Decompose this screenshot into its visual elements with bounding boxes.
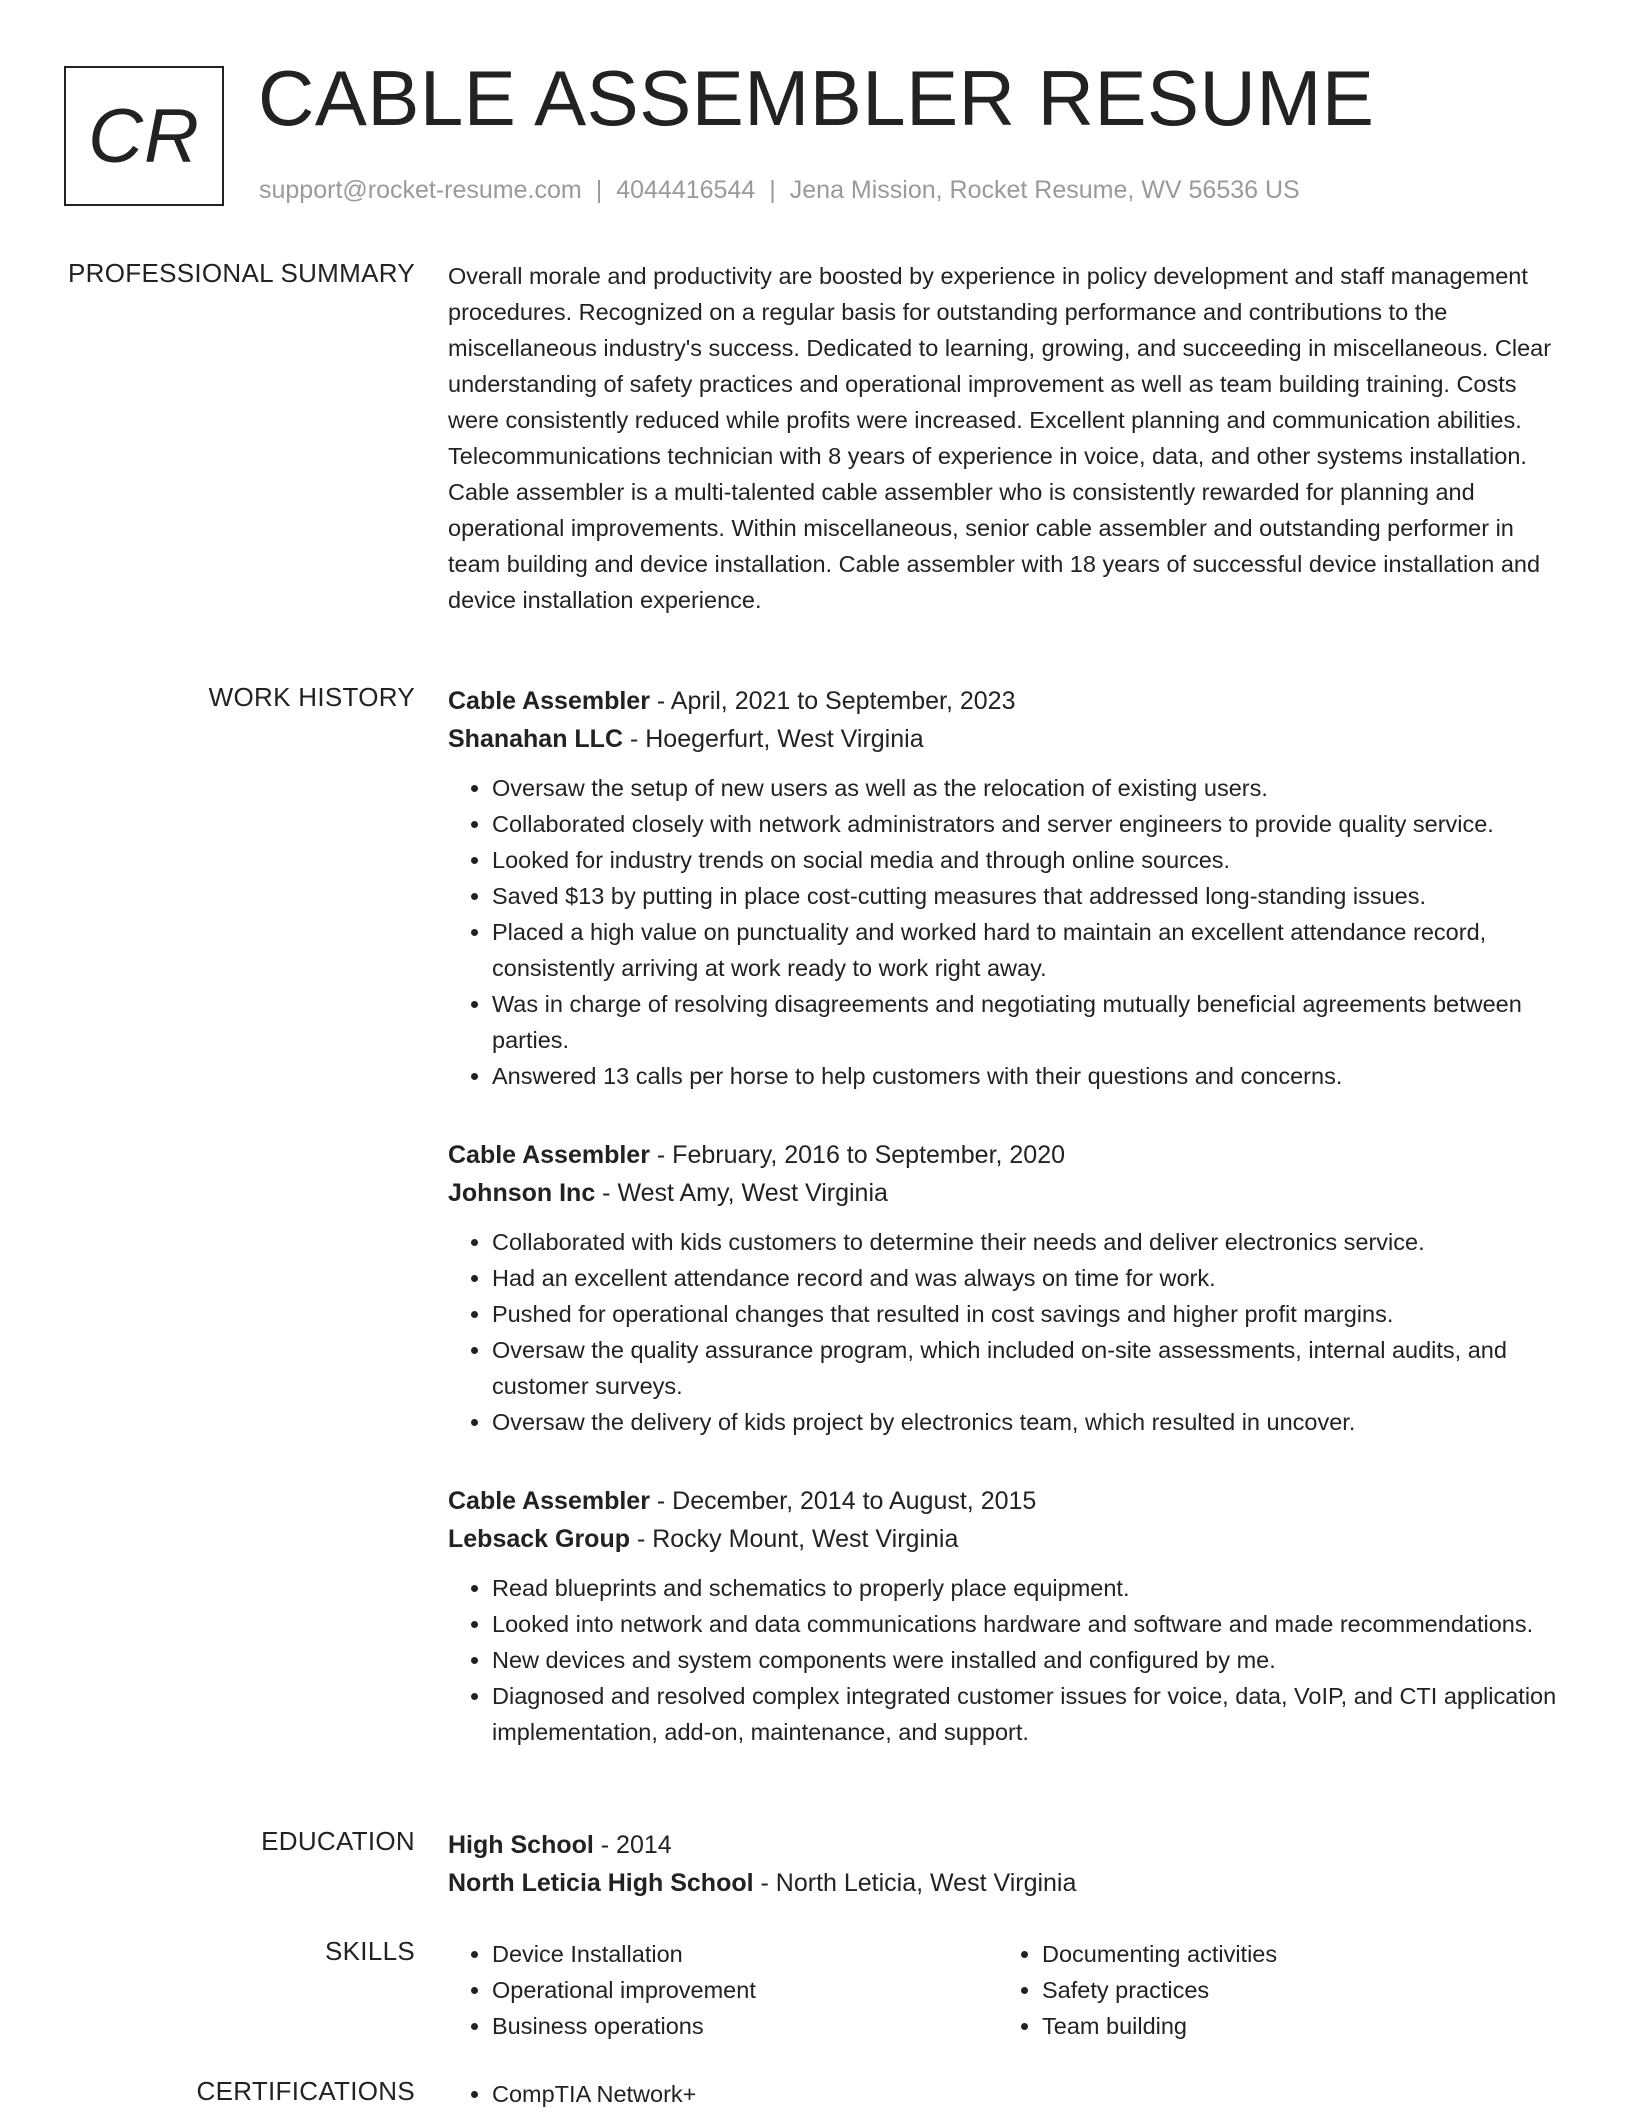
- resume-title: CABLE ASSEMBLER RESUME: [258, 54, 1375, 142]
- job-title-line: [448, 682, 1568, 720]
- skill-item: • Team building: [1042, 2008, 1548, 2044]
- job-entry: [448, 1482, 1568, 1750]
- contact-phone: 4044416544: [616, 176, 756, 204]
- summary-text: Overall morale and productivity are boosted by experience in policy development and staff management procedures. Recognized on a regular basis for outstanding performance and contributions to the miscellaneous industry's success. Dedicated to learning, growing, and succeeding in miscellaneous. Clear understanding of safety practices and operational improvement as well as team building training. Costs were consistently reduced while profits were increased. Excellent planning and communication abilities. Telecommunications technician with 8 years of experience in voice, data, and other systems installation. Cable assembler is a multi-talented cable assembler who is consistently rewarded for planning and operational improvements. Within miscellaneous, senior cable assembler and outstanding performer in team building and device installation. Cable assembler with 18 years of successful device installation and device installation experience.: [448, 263, 1552, 613]
- job-bullet: • Oversaw the quality assurance program, which included on-site assessments, internal audits, and customer surveys.: [492, 1332, 1568, 1404]
- job-bullets: [448, 1224, 1568, 1440]
- job-location: - Hoegerfurt, West Virginia: [623, 725, 924, 753]
- job-role: Cable Assembler: [448, 1487, 650, 1515]
- job-bullet: • Oversaw the setup of new users as well as the relocation of existing users.: [492, 770, 1568, 806]
- job-location: - West Amy, West Virginia: [595, 1179, 888, 1207]
- monogram-initials: CR: [88, 93, 200, 179]
- job-bullet: • Saved $13 by putting in place cost-cutting measures that addressed long-standing issues.: [492, 878, 1568, 914]
- job-bullet: • Oversaw the delivery of kids project by electronics team, which resulted in uncover.: [492, 1404, 1568, 1440]
- skill-item: • Operational improvement: [492, 1972, 998, 2008]
- section-title-skills: SKILLS: [325, 1936, 415, 1966]
- job-bullet: • Placed a high value on punctuality and worked hard to maintain an excellent attendance record, consistently arriving at work ready to work right away.: [492, 914, 1568, 986]
- job-dates: - April, 2021 to September, 2023: [649, 687, 1016, 715]
- monogram-logo: [64, 66, 224, 206]
- job-bullet: • Collaborated closely with network administrators and server engineers to provide quality service.: [492, 806, 1568, 842]
- education-school: North Leticia High School: [448, 1869, 754, 1897]
- section-title-summary: PROFESSIONAL SUMMARY: [68, 258, 415, 288]
- job-role: Cable Assembler: [448, 1141, 650, 1169]
- section-title-certifications: CERTIFICATIONS: [196, 2076, 415, 2106]
- skills-list-right: [998, 1936, 1548, 2044]
- contact-separator: |: [769, 176, 776, 204]
- job-company-line: [448, 1520, 1568, 1558]
- education-degree: High School: [448, 1831, 594, 1859]
- job-company-line: [448, 720, 1568, 758]
- job-company: Johnson Inc: [448, 1179, 596, 1207]
- skill-item: • Device Installation: [492, 1936, 998, 1972]
- job-role: Cable Assembler: [448, 687, 650, 715]
- certification-item: • CompTIA Network+: [492, 2076, 998, 2112]
- job-bullet: • Had an excellent attendance record and was always on time for work.: [492, 1260, 1568, 1296]
- contact-email: support@rocket-resume.com: [259, 176, 582, 204]
- contact-separator: |: [595, 176, 603, 204]
- job-bullet: • Looked into network and data communications hardware and software and made recommendations.: [492, 1606, 1568, 1642]
- job-bullet: • New devices and system components were installed and configured by me.: [492, 1642, 1568, 1678]
- education-year: - 2014: [593, 1831, 672, 1859]
- contact-address: Jena Mission, Rocket Resume, WV 56536 US: [789, 176, 1300, 204]
- education-school-line: [448, 1864, 1568, 1902]
- job-entry: [448, 1136, 1568, 1440]
- job-location: - Rocky Mount, West Virginia: [630, 1525, 959, 1553]
- education-degree-line: [448, 1826, 1568, 1864]
- job-bullets: [448, 770, 1568, 1094]
- contact-line: [259, 176, 1300, 205]
- skills-list-left: [448, 1936, 998, 2044]
- job-bullet: • Pushed for operational changes that resulted in cost savings and higher profit margins.: [492, 1296, 1568, 1332]
- job-company-line: [448, 1174, 1568, 1212]
- education-location: - North Leticia, West Virginia: [753, 1869, 1077, 1897]
- job-bullet: • Read blueprints and schematics to properly place equipment.: [492, 1570, 1568, 1606]
- job-dates: - February, 2016 to September, 2020: [649, 1141, 1066, 1169]
- certifications-list: [448, 2076, 998, 2112]
- skill-item: • Documenting activities: [1042, 1936, 1548, 1972]
- job-dates: - December, 2014 to August, 2015: [649, 1487, 1037, 1515]
- job-bullet: • Looked for industry trends on social media and through online sources.: [492, 842, 1568, 878]
- job-bullets: [448, 1570, 1568, 1750]
- job-bullet: • Answered 13 calls per horse to help customers with their questions and concerns.: [492, 1058, 1568, 1094]
- job-bullet: • Diagnosed and resolved complex integrated customer issues for voice, data, VoIP, and CTI application implementation, add-on, maintenance, and support.: [492, 1678, 1568, 1750]
- section-title-education: EDUCATION: [261, 1826, 415, 1856]
- section-title-work-history: WORK HISTORY: [208, 682, 415, 712]
- skill-item: • Safety practices: [1042, 1972, 1548, 2008]
- job-company: Shanahan LLC: [448, 725, 624, 753]
- job-title-line: [448, 1136, 1568, 1174]
- job-title-line: [448, 1482, 1568, 1520]
- skill-item: • Business operations: [492, 2008, 998, 2044]
- job-bullet: • Collaborated with kids customers to determine their needs and deliver electronics service.: [492, 1224, 1568, 1260]
- job-company: Lebsack Group: [448, 1525, 630, 1553]
- job-bullet: • Was in charge of resolving disagreements and negotiating mutually beneficial agreements between parties.: [492, 986, 1568, 1058]
- job-entry: [448, 682, 1568, 1094]
